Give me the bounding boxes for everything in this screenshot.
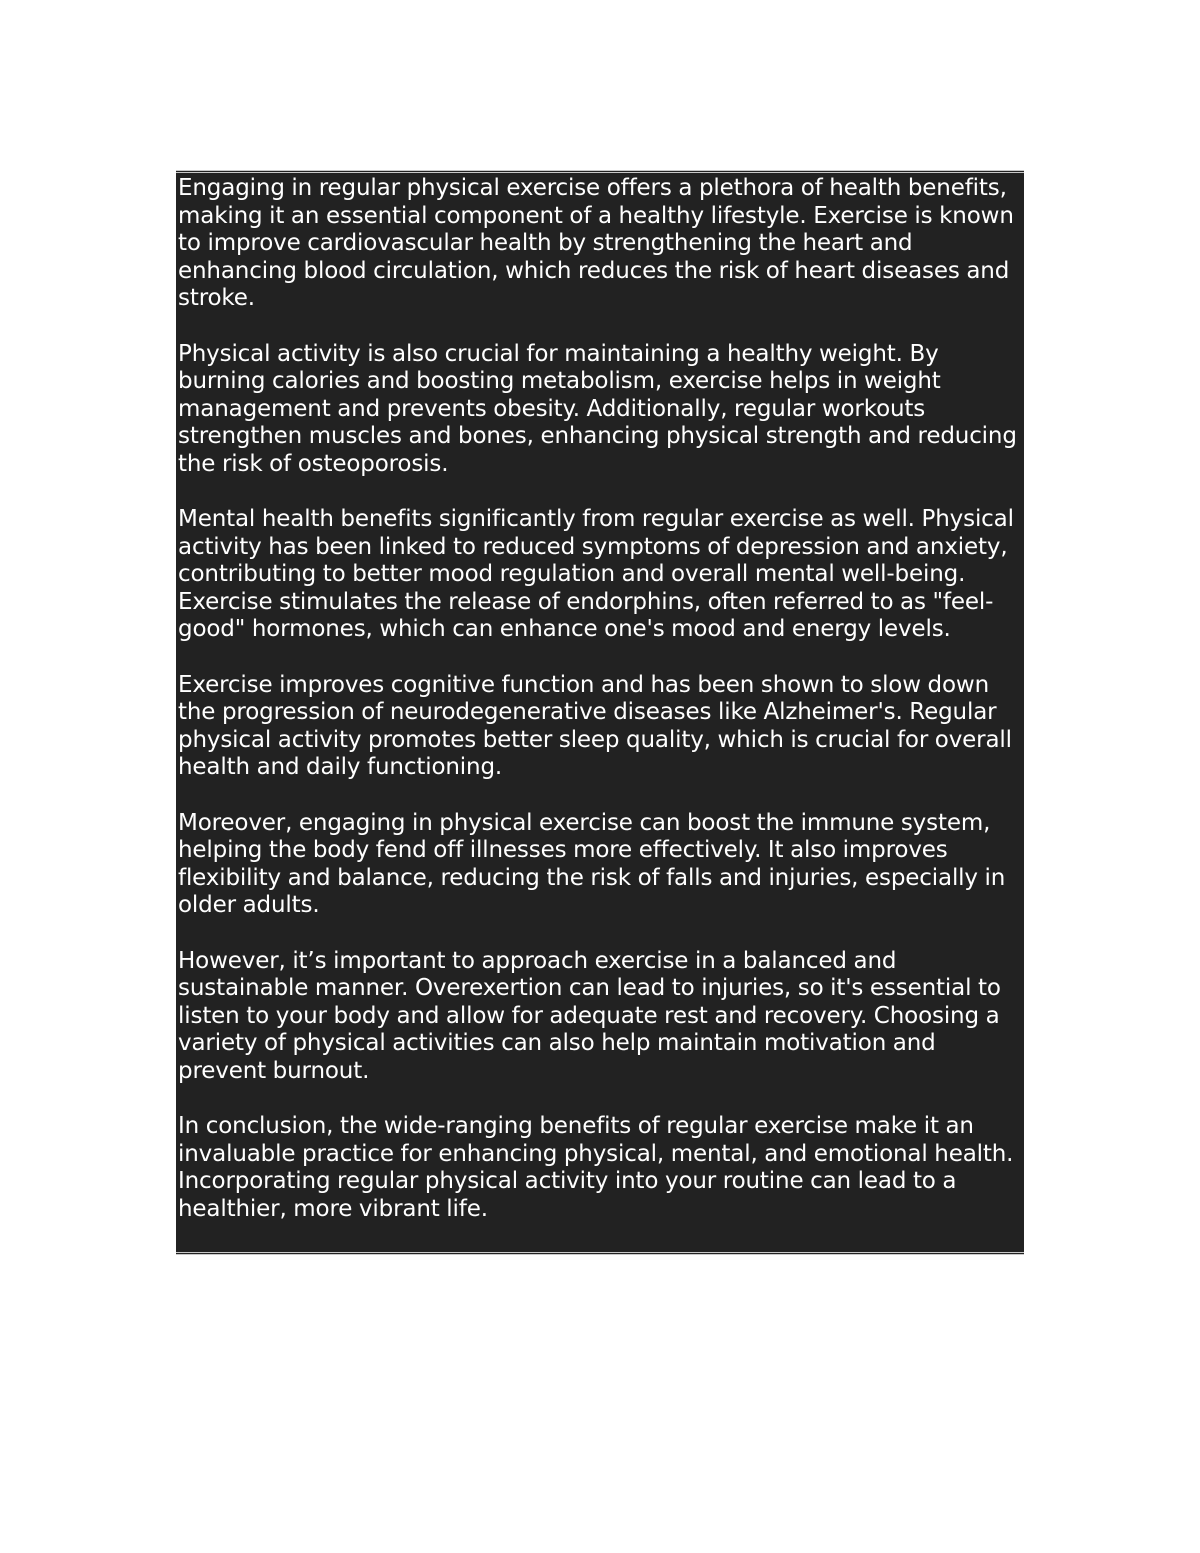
- paragraph: However, it’s important to approach exercise in a balanced and sustainable manner. Overexertion can lead to injuries, so it's essential to listen to your body and allow for adequate rest and recovery. Choosing a variety of physical activities can also help maintain motivation and prevent burnout.: [178, 947, 1001, 1084]
- paragraph: Engaging in regular physical exercise offers a plethora of health benefits, making it an essential component of a healthy lifestyle. Exercise is known to improve cardiovascular health by strengthening the heart and enhancing blood circulation, which reduces the risk of heart diseases and stroke.: [178, 175, 1014, 311]
- paragraph: Physical activity is also crucial for maintaining a healthy weight. By burning calories and boosting metabolism, exercise helps in weight management and prevents obesity. Additionally, regular workouts strengthen muscles and bones, enhancing physical strength and reducing the risk of osteoporosis.: [178, 340, 1017, 477]
- text-block: [176, 170, 1024, 1255]
- paragraph: Exercise improves cognitive function and has been shown to slow down the progression of neurodegenerative diseases like Alzheimer's. Regular physical activity promotes better sleep quality, which is crucial for overall health and daily functioning.: [178, 671, 1012, 780]
- paragraph: In conclusion, the wide-ranging benefits of regular exercise make it an invaluable practice for enhancing physical, mental, and emotional health. Incorporating regular physical activity into your routine can lead to a healthier, more vibrant life.: [178, 1113, 1014, 1222]
- paragraph: Moreover, engaging in physical exercise can boost the immune system, helping the body fend off illnesses more effectively. It also improves flexibility and balance, reducing the risk of falls and injuries, especially in older adults.: [178, 809, 1006, 918]
- paragraph: Mental health benefits significantly from regular exercise as well. Physical activity has been linked to reduced symptoms of depression and anxiety, contributing to better mood regulation and overall mental well-being. Exercise stimulates the release of endorphins, often referred to as "feel-good" hormones, which can enhance one's mood and energy levels.: [178, 506, 1014, 642]
